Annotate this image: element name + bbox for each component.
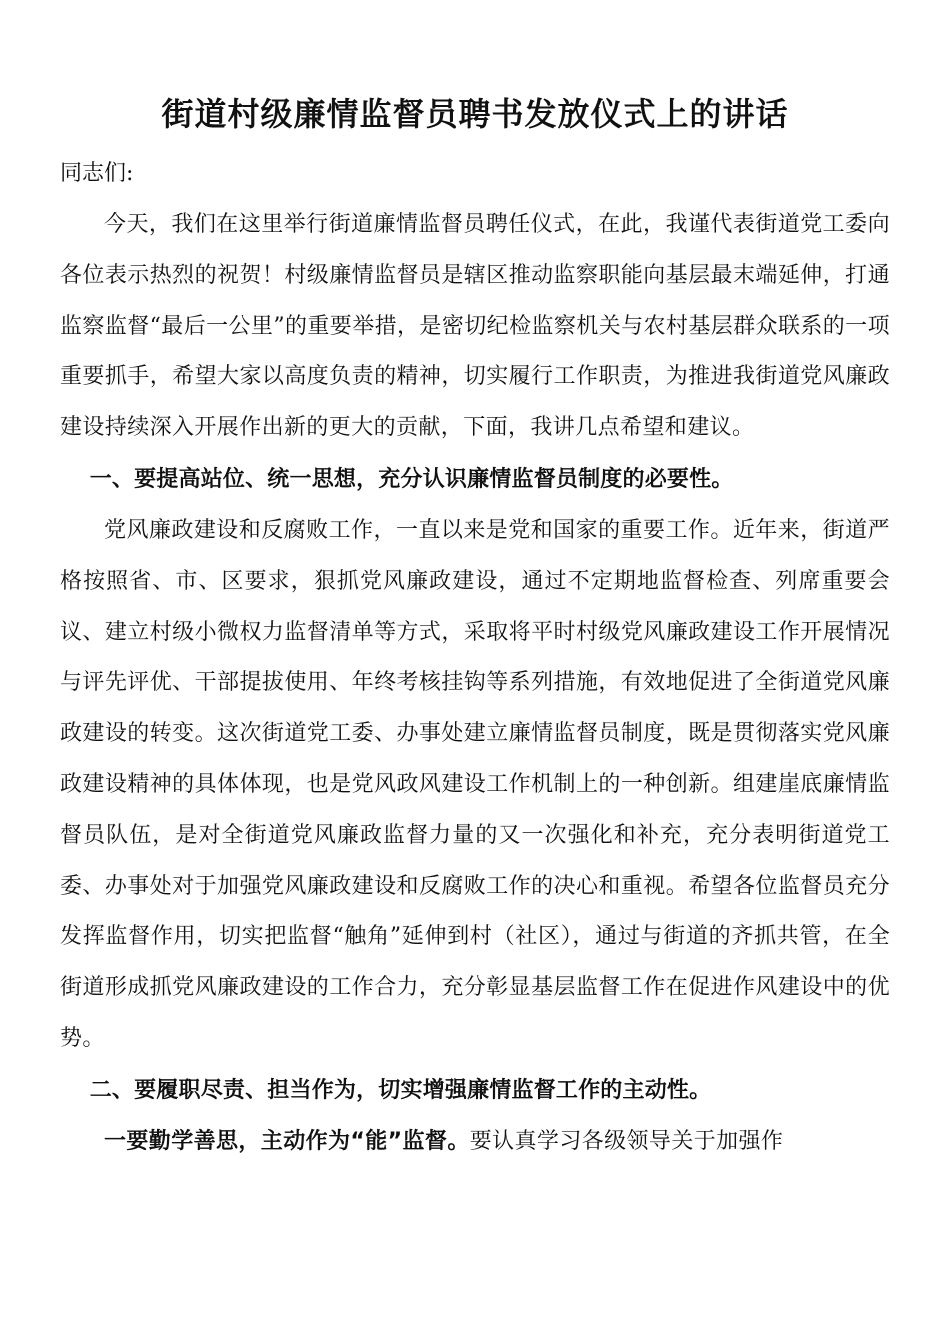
section-2-heading: 二、要履职尽责、担当作为，切实增强廉情监督工作的主动性。 (89, 1077, 712, 1103)
section-2-body: 要认真学习各级领导关于加强作 (469, 1128, 784, 1154)
intro-paragraph: 今天，我们在这里举行街道廉情监督员聘任仪式，在此，我谨代表街道党工委向各位表示热烈的祝贺！村级廉情监督员是辖区推动监察职能向基层最末端延伸，打通监察监督“最后一公里”的重要举措，是密切纪检监察机关与农村基层群众联系的一项重要抓手，希望大家以高度负责的精神，切实履行工作职责，为推进我街道党风廉政建设持续深入开展作出新的更大的贡献，下面，我讲几点希望和建议。 (60, 212, 890, 441)
section-1-heading: 一、要提高站位、统一思想，充分认识廉情监督员制度的必要性。 (89, 466, 734, 492)
section-2-lead: 一要勤学善思，主动作为“能”监督。 (104, 1128, 470, 1154)
document-page (60, 86, 890, 1168)
salutation: 同志们: (60, 161, 134, 186)
document-title: 街道村级廉情监督员聘书发放仪式上的讲话 (161, 95, 789, 133)
section-1-body: 党风廉政建设和反腐败工作，一直以来是党和国家的重要工作。近年来，街道严格按照省、市、区要求，狠抓党风廉政建设，通过不定期地监督检查、列席重要会议、建立村级小微权力监督清单等方式，采取将平时村级党风廉政建设工作开展情况与评先评优、干部提拔使用、年终考核挂钩等系列措施，有效地促进了全街道党风廉政建设的转变。这次街道党工委、办事处建立廉情监督员制度，既是贯彻落实党风廉政建设精神的具体体现，也是党风政风建设工作机制上的一种创新。组建崖底廉情监督员队伍，是对全街道党风廉政监督力量的又一次强化和补充，充分表明街道党工委、办事处对于加强党风廉政建设和反腐败工作的决心和重视。希望各位监督员充分发挥监督作用，切实把监督“触角”延伸到村（社区），通过与街道的齐抓共管，在全街道形成抓党风廉政建设的工作合力，充分彰显基层监督工作在促进作风建设中的优势。 (60, 517, 890, 1051)
section-2-paragraph (60, 1117, 890, 1168)
